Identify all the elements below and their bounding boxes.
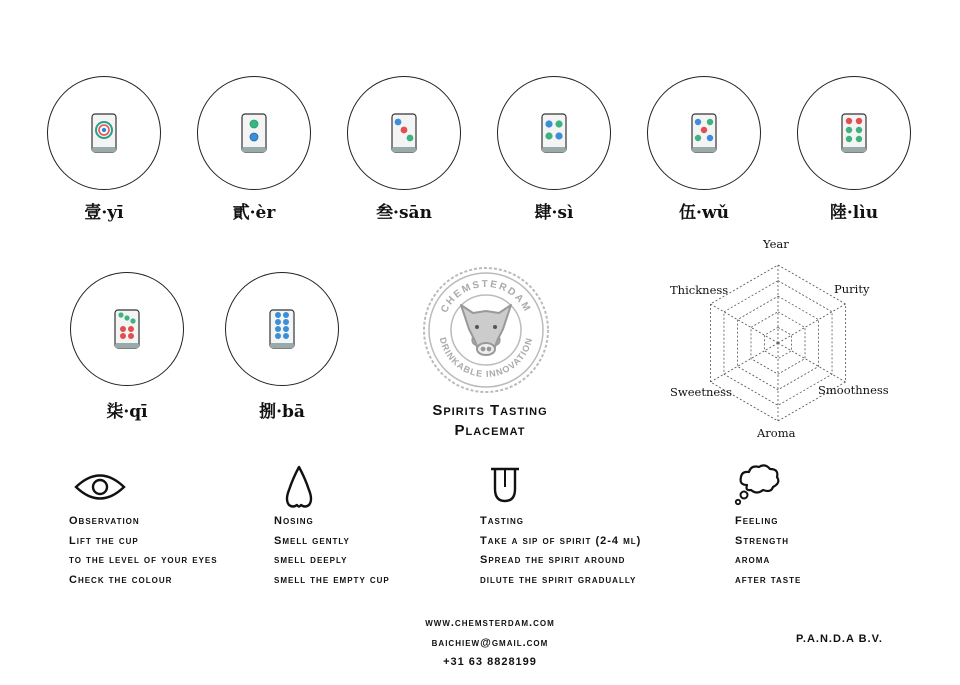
step-line: dilute the spirit gradually xyxy=(480,573,637,586)
step-line: Smell gently xyxy=(274,534,350,547)
logo-top-text: CHEMSTERDAM xyxy=(439,278,533,315)
step-nosing xyxy=(274,512,390,590)
eye-icon xyxy=(74,470,126,504)
number-label-5: 伍·wǔ xyxy=(679,203,729,223)
step-feeling xyxy=(735,512,801,590)
tile-circle-4 xyxy=(497,76,611,190)
radar-axis-year: Year xyxy=(763,237,789,251)
step-heading: Tasting xyxy=(480,515,524,527)
radar-spoke-3 xyxy=(778,343,846,382)
mahjong-tile-4-icon xyxy=(541,113,567,153)
radar-axis-sweetness: Sweetness xyxy=(670,385,732,399)
number-label-4: 肆·sì xyxy=(534,203,574,223)
nose-icon xyxy=(283,464,315,510)
number-label-2: 貳·èr xyxy=(232,203,276,223)
chemsterdam-logo xyxy=(421,265,551,395)
svg-text:CHEMSTERDAM xyxy=(439,279,533,315)
mahjong-tile-1-icon xyxy=(91,113,117,153)
step-heading: Nosing xyxy=(274,515,314,527)
phone-number: +31 63 8828199 xyxy=(443,656,537,668)
number-label-3: 叁·sān xyxy=(376,203,432,223)
step-line: Check the colour xyxy=(69,573,173,586)
logo-bottom-text: DRINKABLE INNOVATION xyxy=(437,336,535,380)
radar-axis-thickness: Thickness xyxy=(670,283,729,297)
number-label-1: 壹·yī xyxy=(84,203,124,223)
step-observation xyxy=(69,512,218,590)
tile-circle-5 xyxy=(647,76,761,190)
title-line-1: Spirits Tasting xyxy=(432,402,548,419)
contact-footer xyxy=(380,614,600,673)
step-line: aroma xyxy=(735,554,771,566)
radar-axis-smoothness: Smoothness xyxy=(818,383,889,397)
number-label-6: 陸·lìu xyxy=(829,203,879,223)
step-heading: Observation xyxy=(69,515,140,527)
step-line: Spread the spirit around xyxy=(480,554,626,566)
step-line: smell deeply xyxy=(274,554,348,566)
radar-spoke-5 xyxy=(710,343,778,382)
number-label-7: 柒·qī xyxy=(106,402,148,422)
tile-circle-8 xyxy=(225,272,339,386)
radar-spoke-6 xyxy=(710,304,778,343)
radar-axis-purity: Purity xyxy=(834,282,870,296)
title-line-2: Placemat xyxy=(454,422,526,439)
step-heading: Feeling xyxy=(735,515,779,527)
thought-cloud-icon xyxy=(733,463,783,507)
mahjong-tile-7-icon xyxy=(114,309,140,349)
step-line: smell the empty cup xyxy=(274,573,390,586)
step-line: after taste xyxy=(735,573,802,586)
tile-circle-3 xyxy=(347,76,461,190)
step-line: Take a sip of spirit (2-4 ml) xyxy=(480,534,642,547)
email-link[interactable]: baichiew@gmail.com xyxy=(431,636,549,649)
radar-axis-aroma: Aroma xyxy=(757,426,796,440)
tile-circle-1 xyxy=(47,76,161,190)
step-tasting xyxy=(480,512,641,590)
tile-circle-7 xyxy=(70,272,184,386)
tongue-icon xyxy=(488,465,522,505)
company-name: P.A.N.D.A B.V. xyxy=(796,633,883,645)
website-link[interactable]: www.chemsterdam.com xyxy=(425,617,555,629)
step-line: Lift the cup xyxy=(69,534,139,547)
tasting-radar-chart xyxy=(700,240,860,440)
radar-spoke-2 xyxy=(778,304,846,343)
tile-circle-2 xyxy=(197,76,311,190)
mahjong-tile-6-icon xyxy=(841,113,867,153)
mahjong-tile-8-icon xyxy=(269,309,295,349)
mahjong-tile-2-icon xyxy=(241,113,267,153)
mahjong-tile-3-icon xyxy=(391,113,417,153)
mahjong-tile-5-icon xyxy=(691,113,717,153)
number-label-8: 捌·bā xyxy=(259,402,305,422)
tile-circle-6 xyxy=(797,76,911,190)
step-line: to the level of your eyes xyxy=(69,554,218,566)
step-line: Strength xyxy=(735,534,790,547)
page-title xyxy=(400,401,580,441)
boar-head-icon xyxy=(461,305,511,355)
